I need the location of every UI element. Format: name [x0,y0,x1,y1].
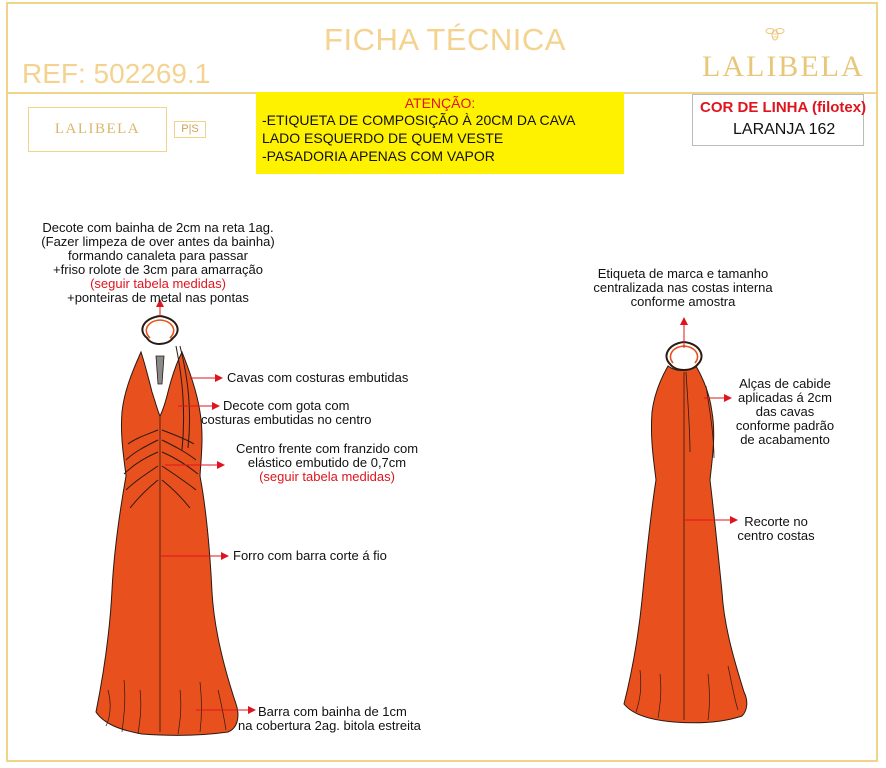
note-line: conforme amostra [630,294,736,309]
front-drop-opening [156,356,164,384]
note-line: (Fazer limpeza de over antes da bainha) [41,234,275,249]
note-line: aplicadas á 2cm [738,390,832,405]
note-armholes: Cavas com costuras embutidas [227,370,409,385]
note-neckline [20,221,296,305]
attention-title: ATENÇÃO: [404,95,476,111]
brand-logo: LALIBELA [702,50,865,83]
note-line: +ponteiras de metal nas pontas [67,290,249,305]
note-line: +friso rolote de 3cm para amarração [53,262,263,277]
note-line: Decote com gota com [223,398,350,413]
note-line: (seguir tabela medidas) [259,469,395,484]
note-line: conforme padrão [735,418,835,433]
attention-line: -PASADORIA APENAS COM VAPOR [262,148,495,164]
note-line: elástico embutido de 0,7cm [247,455,407,470]
brand-label-sample: LALIBELA [28,107,167,152]
front-neck-tie-inner [146,320,173,338]
front-dress-drawing [96,316,238,735]
note-line: na cobertura 2ag. bitola estreita [238,718,421,733]
note-line: Barra com bainha de 1cm [258,704,407,719]
note-brand-label [578,267,788,309]
reference-code: REF: 502269.1 [22,58,211,89]
note-line: costuras embutidas no centro [201,412,372,427]
note-line: centro costas [737,528,815,543]
note-back-seam [728,515,824,543]
note-drop-neckline [201,399,372,427]
thread-color-label: COR DE LINHA (filotex) [700,99,867,116]
note-line: Decote com bainha de 2cm na reta 1ag. [42,220,274,235]
thread-color-value: LARANJA 162 [733,121,836,138]
note-hem [238,705,421,733]
note-line: Alças de cabide [739,376,831,391]
page-title: FICHA TÉCNICA [324,22,566,57]
note-line: Centro frente com franzido com [235,441,419,456]
note-line: Etiqueta de marca e tamanho [597,266,769,281]
note-line: (seguir tabela medidas) [90,276,226,291]
attention-line: -ETIQUETA DE COMPOSIÇÃO À 20CM DA CAVA [262,112,576,128]
size-label: P|S [174,121,206,138]
note-hanger-straps [728,377,842,447]
attention-line: LADO ESQUERDO DE QUEM VESTE [262,130,504,146]
note-line: de acabamento [740,432,830,447]
back-neck-tie-inner [670,346,697,363]
note-center-front [222,442,432,484]
note-line: centralizada nas costas interna [593,280,773,295]
note-line: formando canaleta para passar [68,248,248,263]
note-lining: Forro com barra corte á fio [233,548,387,563]
note-line: Recorte no [744,514,808,529]
note-line: das cavas [755,404,815,419]
